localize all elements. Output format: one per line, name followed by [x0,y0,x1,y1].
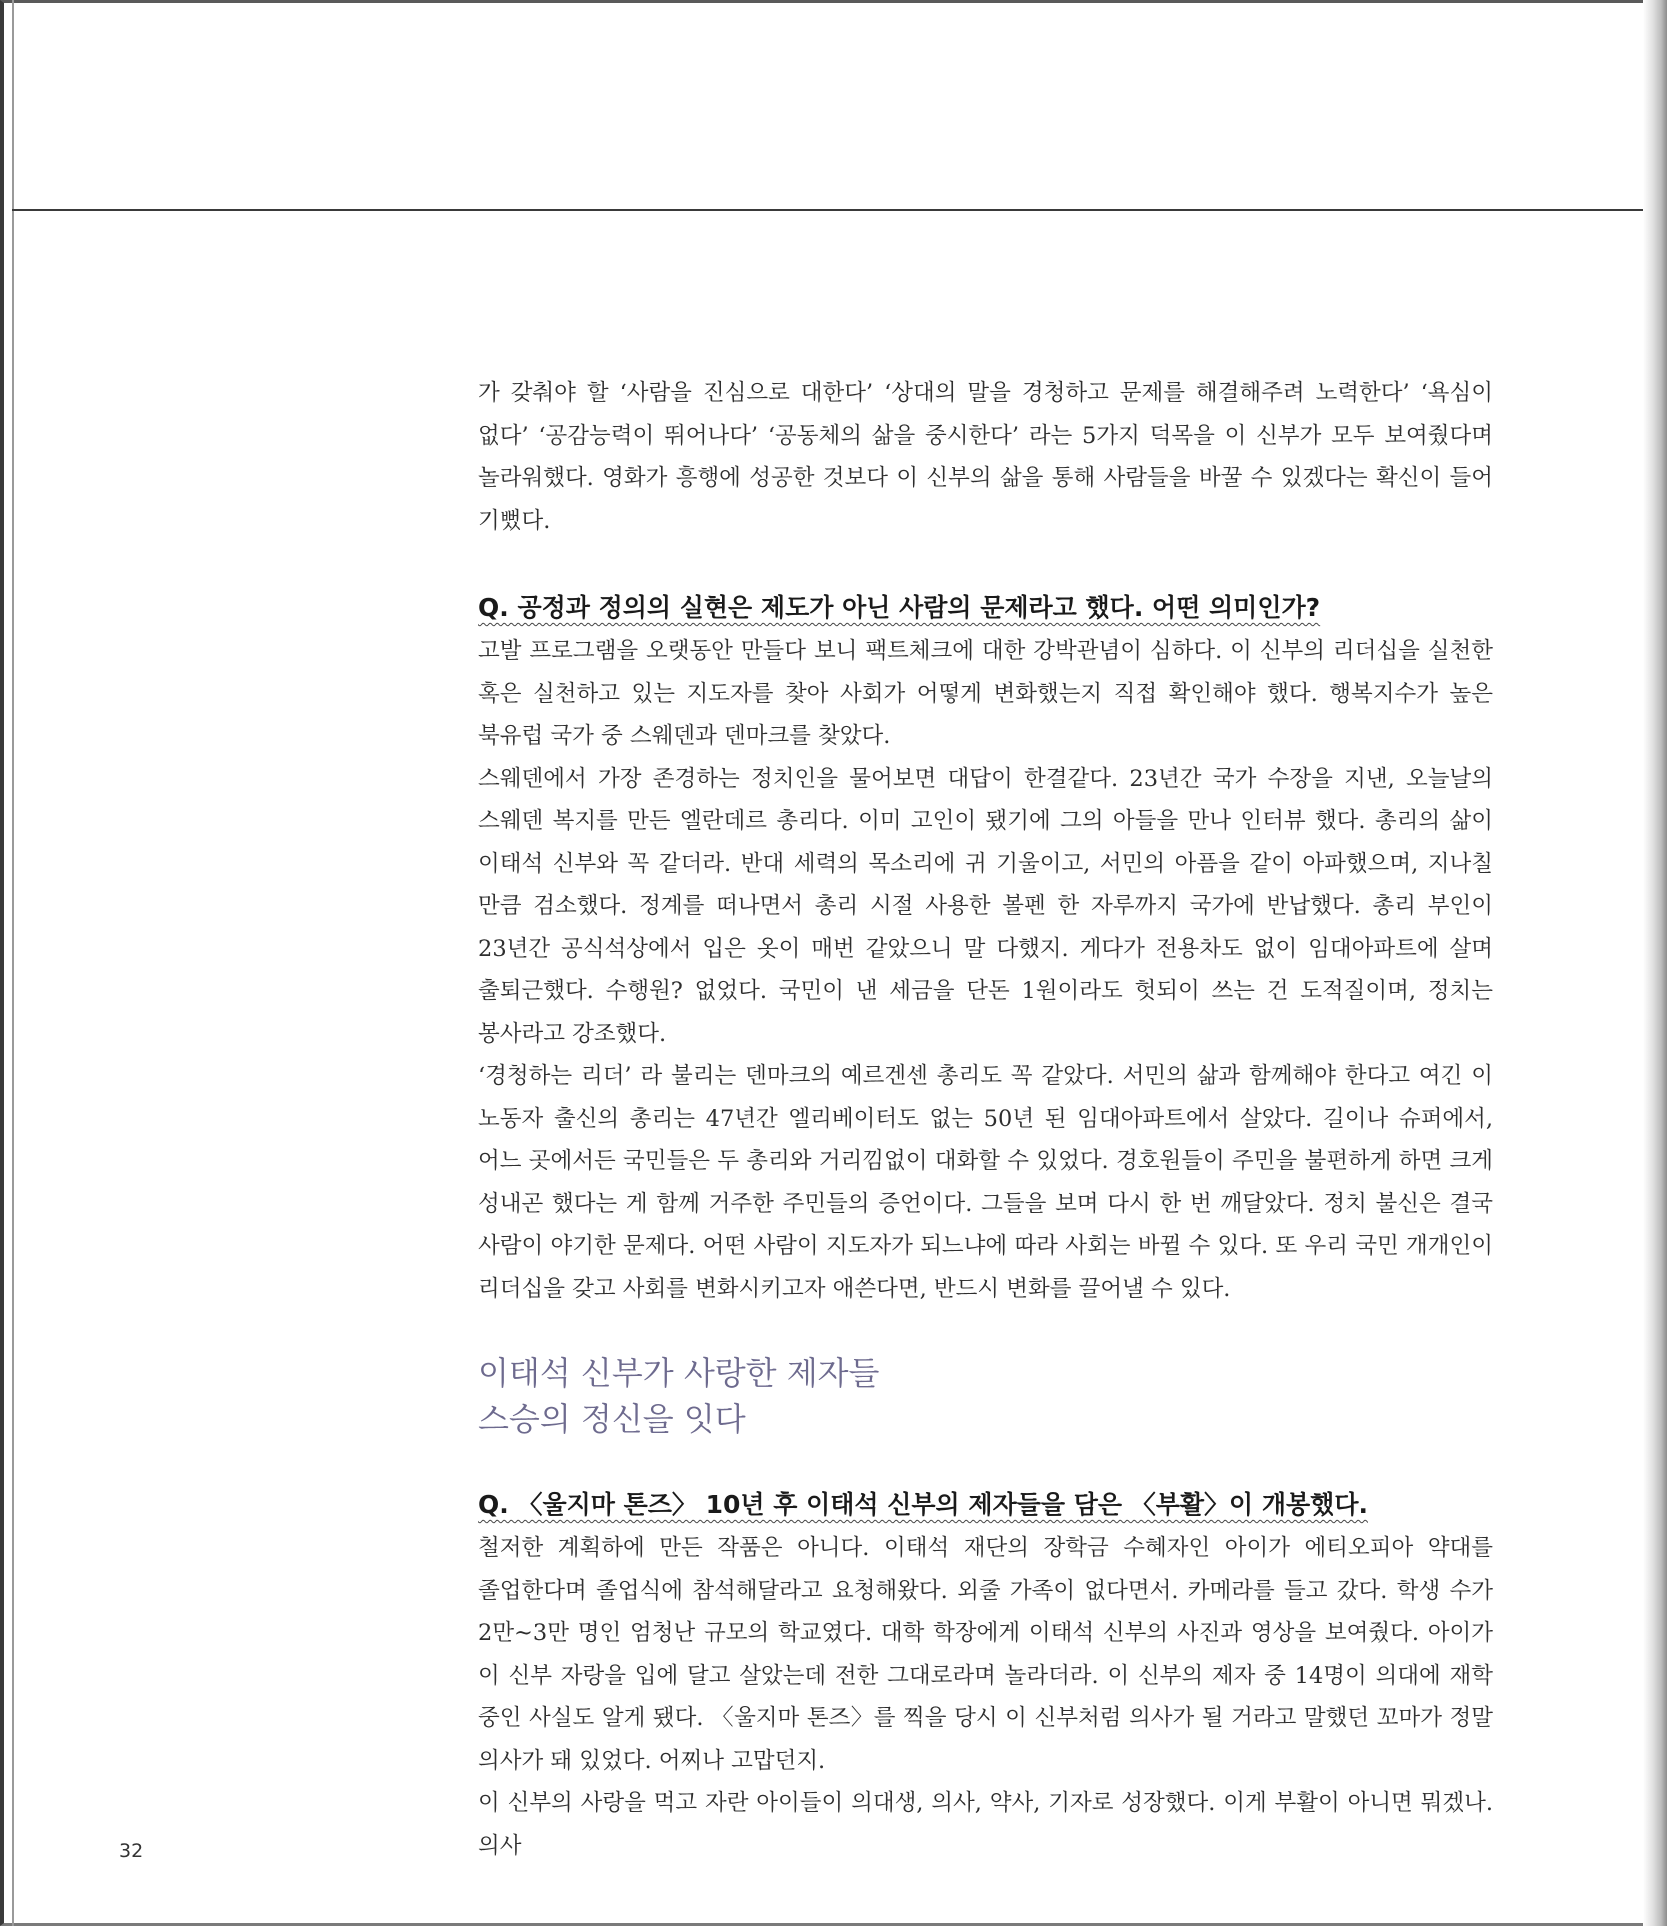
answer-paragraph: 스웨덴에서 가장 존경하는 정치인을 물어보면 대답이 한결같다. 23년간 국가 수장을 지낸, 오늘날의 스웨덴 복지를 만든 엘란데르 총리다. 이미 고인이 됐기에 그의 아들을 만나 인터뷰 했다. 총리의 삶이 이태석 신부와 꼭 같더라. 반대 세력의 목소리에 귀 기울이고, 서민의 아픔을 같이 아파했으며, 지나칠 만큼 검소했다. 정계를 떠나면서 총리 시절 사용한 볼펜 한 자루까지 국가에 반납했다. 총리 부인이 23년간 공식석상에서 입은 옷이 매번 같았으니 말 다했지. 게다가 전용차도 없이 임대아파트에 살며 출퇴근했다. 수행원? 없었다. 국민이 낸 세금을 단돈 1원이라도 헛되이 쓰는 건 도적질이며, 정치는 봉사라고 강조했다. [478,765,1493,1047]
question-text: Q. 〈울지마 톤즈〉 10년 후 이태석 신부의 제자들을 담은 〈부활〉이 개봉했다. [478,1490,1368,1519]
page-number: 32 [119,1840,144,1862]
answer-paragraph: 철저한 계획하에 만든 작품은 아니다. 이태석 재단의 장학금 수혜자인 아이가 에티오피아 약대를 졸업한다며 졸업식에 참석해달라고 요청해왔다. 외줄 가족이 없다면서. 카메라를 들고 갔다. 학생 수가 2만~3만 명인 엄청난 규모의 학교였다. 대학 학장에게 이태석 신부의 사진과 영상을 보여줬다. 아이가 이 신부 자랑을 입에 달고 살았는데 전한 그대로라며 놀라더라. 이 신부의 제자 중 14명이 의대에 재학 중인 사실도 알게 됐다. 〈울지마 톤즈〉를 찍을 당시 이 신부처럼 의사가 될 거라고 말했던 꼬마가 정말 의사가 돼 있었다. 어찌나 고맙던지. [478,1535,1493,1774]
question-heading-2 [478,1487,1493,1526]
inner-left-rule [12,0,14,1926]
section-title [478,1350,1493,1442]
answer-paragraph: 고발 프로그램을 오랫동안 만들다 보니 팩트체크에 대한 강박관념이 심하다. 이 신부의 리더십을 실천한 혹은 실천하고 있는 지도자를 찾아 사회가 어떻게 변화했는지 직접 확인해야 했다. 행복지수가 높은 북유럽 국가 중 스웨덴과 덴마크를 찾았다. [478,638,1493,749]
question-heading-1 [478,590,1493,629]
header-divider [12,209,1652,211]
answer-block-1 [478,630,1493,1310]
section-title-line-2: 스승의 정신을 잇다 [478,1400,746,1438]
question-text: Q. 공정과 정의의 실현은 제도가 아닌 사람의 문제라고 했다. 어떤 의미인가? [478,593,1321,622]
page-spine-shadow [1643,0,1667,1926]
intro-paragraph: 가 갖춰야 할 ‘사람을 진심으로 대한다’ ‘상대의 말을 경청하고 문제를 해결해주려 노력한다’ ‘욕심이 없다’ ‘공감능력이 뛰어나다’ ‘공동체의 삶을 중시한다’ 라는 5가지 덕목을 이 신부가 모두 보여줬다며 놀라워했다. 영화가 흥행에 성공한 것보다 이 신부의 삶을 통해 사람들을 바꿀 수 있겠다는 확신이 들어 기뻤다. [478,380,1493,534]
answer-paragraph: ‘경청하는 리더’ 라 불리는 덴마크의 예르겐센 총리도 꼭 같았다. 서민의 삶과 함께해야 한다고 여긴 이 노동자 출신의 총리는 47년간 엘리베이터도 없는 50년 된 임대아파트에서 살았다. 길이나 슈퍼에서, 어느 곳에서든 국민들은 두 총리와 거리낌없이 대화할 수 있었다. 경호원들이 주민을 불편하게 하면 크게 성내곤 했다는 게 함께 거주한 주민들의 증언이다. 그들을 보며 다시 한 번 깨달았다. 정치 불신은 결국 사람이 야기한 문제다. 어떤 사람이 지도자가 되느냐에 따라 사회는 바뀔 수 있다. 또 우리 국민 개개인이 리더십을 갖고 사회를 변화시키고자 애쓴다면, 반드시 변화를 끌어낼 수 있다. [478,1063,1493,1302]
section-title-line-1: 이태석 신부가 사랑한 제자들 [478,1354,880,1392]
answer-block-2 [478,1527,1493,1867]
answer-paragraph: 이 신부의 사랑을 먹고 자란 아이들이 의대생, 의사, 약사, 기자로 성장했다. 이게 부활이 아니면 뭐겠나. 의사 [478,1790,1493,1859]
intro-block [478,372,1493,542]
